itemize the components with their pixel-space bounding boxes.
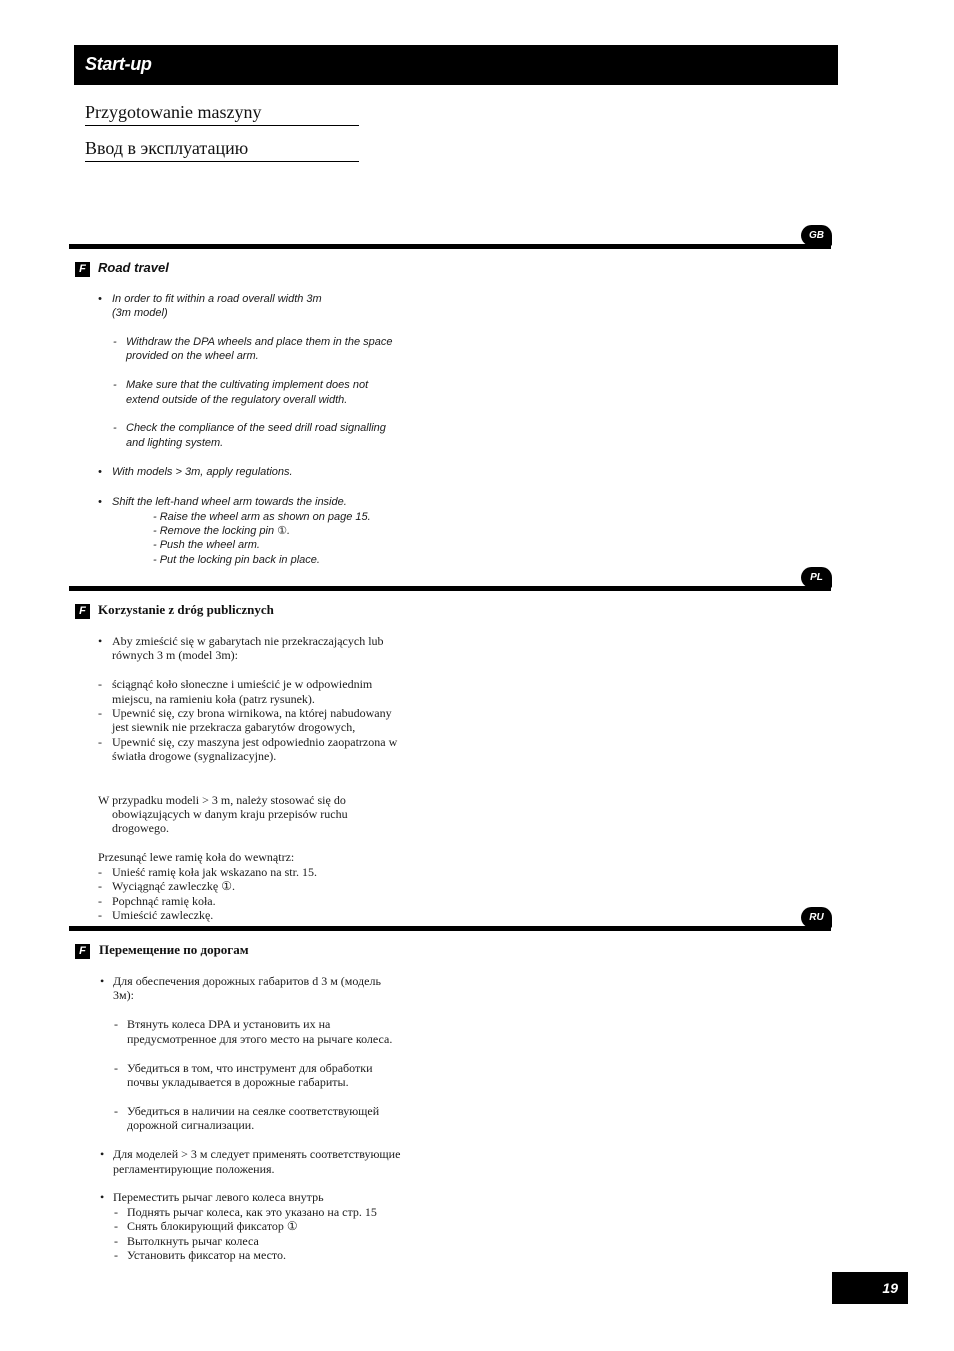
- text-line: Убедиться в наличии на сеялке соответствующей: [127, 1104, 380, 1118]
- section-title-pl: Korzystanie z dróg publicznych: [98, 602, 274, 617]
- bullet-mark: •: [98, 293, 102, 305]
- header-bar: [74, 45, 838, 85]
- text-line: drogowego.: [112, 821, 169, 835]
- subtitle-polish: Przygotowanie maszyny: [85, 101, 359, 126]
- text-line: Aby zmieścić się w gabarytach nie przekraczających lub: [112, 634, 384, 648]
- dash-mark: -: [114, 1219, 118, 1233]
- dash-mark: -: [114, 1234, 118, 1248]
- text-line: provided on the wheel arm.: [126, 350, 259, 362]
- text-line: Upewnić się, czy brona wirnikowa, na której nabudowany: [112, 706, 392, 720]
- text-line: (3m model): [112, 307, 168, 319]
- text-line: Для обеспечения дорожных габаритов d 3 м (модель: [113, 974, 381, 988]
- text-line: Popchnąć ramię koła.: [112, 894, 216, 908]
- section-title-gb: Road travel: [98, 260, 169, 275]
- dash-mark: -: [113, 336, 117, 348]
- dash-mark: -: [98, 908, 102, 922]
- section-rule-gb: [69, 244, 831, 249]
- text-line: Установить фиксатор на место.: [127, 1248, 287, 1262]
- text-line: Втянуть колеса DPA и установить их на: [127, 1017, 331, 1031]
- text-line: Check the compliance of the seed drill road signalling: [126, 422, 386, 434]
- text-line: extend outside of the regulatory overall width.: [126, 394, 348, 406]
- page-title: Start-up: [85, 54, 152, 74]
- text-line: дорожной сигнализации.: [127, 1118, 255, 1132]
- text-line: In order to fit within a road overall width 3m: [112, 293, 322, 305]
- dash-mark: -: [98, 879, 102, 893]
- dash-mark: -: [113, 422, 117, 434]
- text-line: - Remove the locking pin ①.: [153, 525, 291, 537]
- text-line: Shift the left-hand wheel arm towards the inside.: [112, 496, 347, 508]
- dash-mark: -: [98, 677, 102, 691]
- bullet-mark: •: [100, 974, 105, 988]
- text-line: регламентирующие положения.: [113, 1162, 275, 1176]
- text-line: Для моделей > 3 м следует применять соответствующие: [113, 1147, 401, 1161]
- dash-mark: -: [98, 706, 102, 720]
- f-marker-pl: F: [75, 604, 90, 619]
- bullet-mark: •: [100, 1190, 105, 1204]
- text-line: Unieść ramię koła jak wskazano na str. 15.: [112, 865, 317, 879]
- dash-mark: -: [98, 865, 102, 879]
- text-line: Wyciągnąć zawleczkę ①.: [112, 879, 235, 893]
- bullet-mark: •: [98, 496, 102, 508]
- text-line: miejscu, na ramieniu koła (patrz rysunek).: [112, 692, 315, 706]
- section-rule-pl: [69, 586, 831, 591]
- dash-mark: -: [114, 1017, 118, 1031]
- text-line: Upewnić się, czy maszyna jest odpowiednio zaopatrzona w: [112, 735, 398, 749]
- dash-mark: -: [114, 1104, 118, 1118]
- text-line: Снять блокирующий фиксатор ①: [127, 1219, 298, 1233]
- text-line: ściągnąć koło słoneczne i umieścić je w odpowiednim: [112, 677, 373, 691]
- text-line: Withdraw the DPA wheels and place them in the space: [126, 336, 393, 348]
- text-line: предусмотренное для этого место на рычаге колеса.: [127, 1032, 393, 1046]
- bullet-mark: •: [98, 466, 102, 478]
- text-line: Вытолкнуть рычаг колеса: [127, 1234, 259, 1248]
- text-line: jest siewnik nie przekracza gabarytów drogowych,: [112, 720, 356, 734]
- text-line: Umieścić zawleczkę.: [112, 908, 214, 922]
- section-title-ru: Перемещение по дорогам: [99, 942, 249, 957]
- language-badge-pl: PL: [801, 567, 832, 588]
- dash-mark: -: [114, 1061, 118, 1075]
- text-line: Przesunąć lewe ramię koła do wewnątrz:: [98, 850, 295, 864]
- language-badge-ru: RU: [801, 907, 832, 928]
- text-line: With models > 3m, apply regulations.: [112, 466, 293, 478]
- dash-mark: -: [98, 735, 102, 749]
- text-line: Make sure that the cultivating implement does not: [126, 379, 369, 391]
- page-number: 19: [882, 1280, 898, 1296]
- text-line: obowiązujących w danym kraju przepisów ruchu: [112, 807, 348, 821]
- f-marker-ru: F: [75, 944, 90, 959]
- bullet-mark: •: [100, 1147, 105, 1161]
- dash-mark: -: [98, 894, 102, 908]
- section-rule-ru: [69, 926, 831, 931]
- language-badge-gb: GB: [801, 225, 832, 246]
- dash-mark: -: [114, 1205, 118, 1219]
- text-line: and lighting system.: [126, 437, 224, 449]
- text-line: почвы укладывается в дорожные габариты.: [127, 1075, 349, 1089]
- text-line: W przypadku modeli > 3 m, należy stosować się do: [98, 793, 346, 807]
- subtitle-russian: Ввод в эксплуатацию: [85, 137, 359, 162]
- dash-mark: -: [113, 379, 117, 391]
- text-line: równych 3 m (model 3m):: [112, 648, 238, 662]
- text-line: - Raise the wheel arm as shown on page 15.: [153, 511, 371, 523]
- bullet-mark: •: [98, 634, 103, 648]
- text-line: Поднять рычаг колеса, как это указано на стр. 15: [127, 1205, 377, 1219]
- text-line: - Push the wheel arm.: [153, 539, 260, 551]
- dash-mark: -: [114, 1248, 118, 1262]
- f-marker-gb: F: [75, 262, 90, 277]
- text-line: - Put the locking pin back in place.: [153, 554, 320, 566]
- text-line: 3м):: [113, 988, 134, 1002]
- text-line: Убедиться в том, что инструмент для обработки: [127, 1061, 373, 1075]
- text-line: Переместить рычаг левого колеса внутрь: [113, 1190, 324, 1204]
- text-line: światła drogowe (sygnalizacyjne).: [112, 749, 277, 763]
